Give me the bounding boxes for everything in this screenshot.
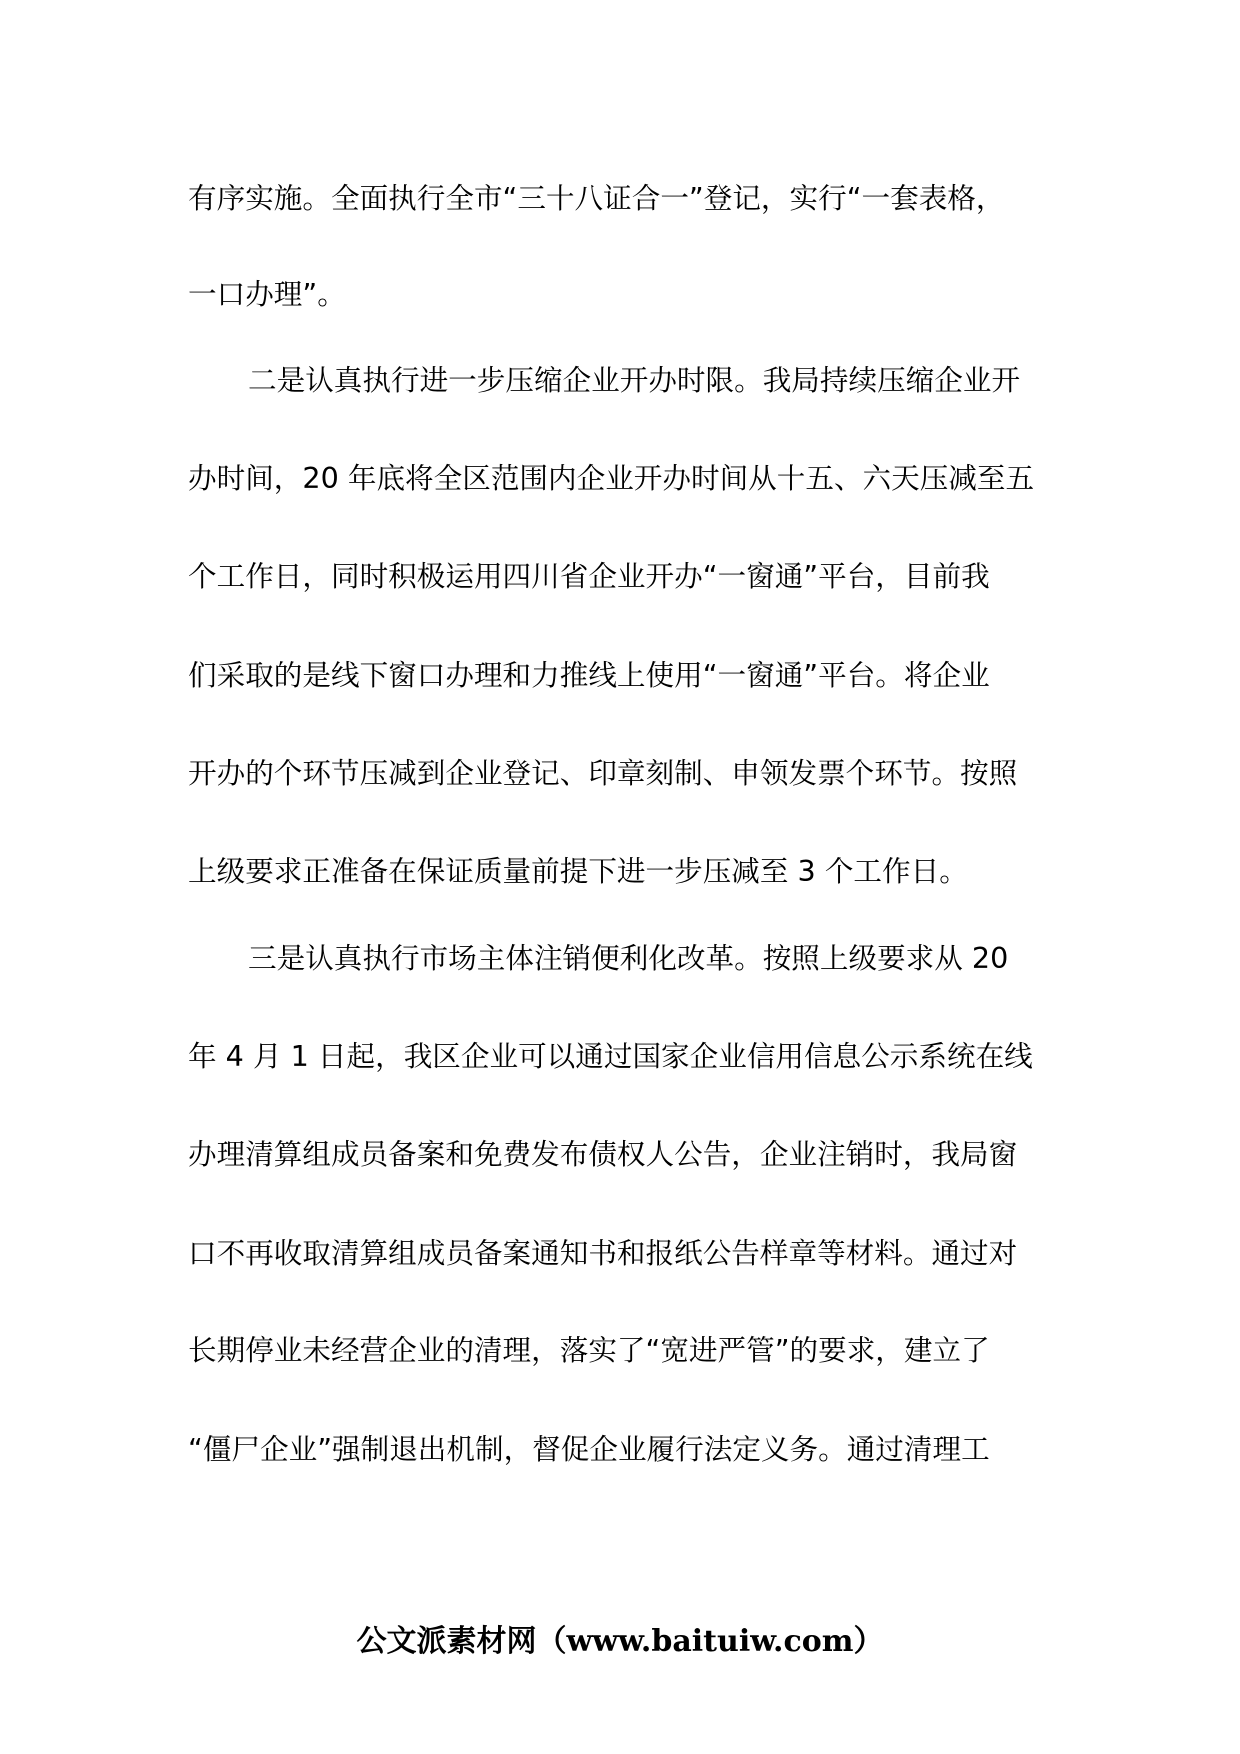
body-text-line: 有序实施。全面执行全市“三十八证合一”登记，实行“一套表格， xyxy=(188,181,1005,215)
body-text-line: 开办的个环节压减到企业登记、印章刻制、申领发票个环节。按照 xyxy=(188,756,1018,790)
body-text-line: 年 4 月 1 日起，我区企业可以通过国家企业信用信息公示系统在线 xyxy=(188,1039,1033,1073)
body-text-line: 一口办理”。 xyxy=(188,277,346,311)
body-text-line: 们采取的是线下窗口办理和力推线上使用“一窗通”平台。将企业 xyxy=(188,658,990,692)
body-text-line: 口不再收取清算组成员备案通知书和报纸公告样章等材料。通过对 xyxy=(188,1236,1018,1270)
body-text-line: “僵尸企业”强制退出机制，督促企业履行法定义务。通过清理工 xyxy=(188,1432,990,1466)
body-text-line: 办时间，20 年底将全区范围内企业开办时间从十五、六天压减至五 xyxy=(188,461,1035,495)
body-text-line: 长期停业未经营企业的清理，落实了“宽进严管”的要求，建立了 xyxy=(188,1333,990,1367)
body-text-line: 上级要求正准备在保证质量前提下进一步压减至 3 个工作日。 xyxy=(188,854,968,888)
body-text-line: 办理清算组成员备案和免费发布债权人公告，企业注销时，我局窗 xyxy=(188,1137,1018,1171)
paragraph-first-line: 三是认真执行市场主体注销便利化改革。按照上级要求从 20 xyxy=(248,941,1009,975)
paragraph-first-line: 二是认真执行进一步压缩企业开办时限。我局持续压缩企业开 xyxy=(248,363,1021,397)
body-text-line: 个工作日，同时积极运用四川省企业开办“一窗通”平台，目前我 xyxy=(188,559,990,593)
page-footer: 公文派素材网（www.baituiw.com） xyxy=(356,1624,884,1659)
